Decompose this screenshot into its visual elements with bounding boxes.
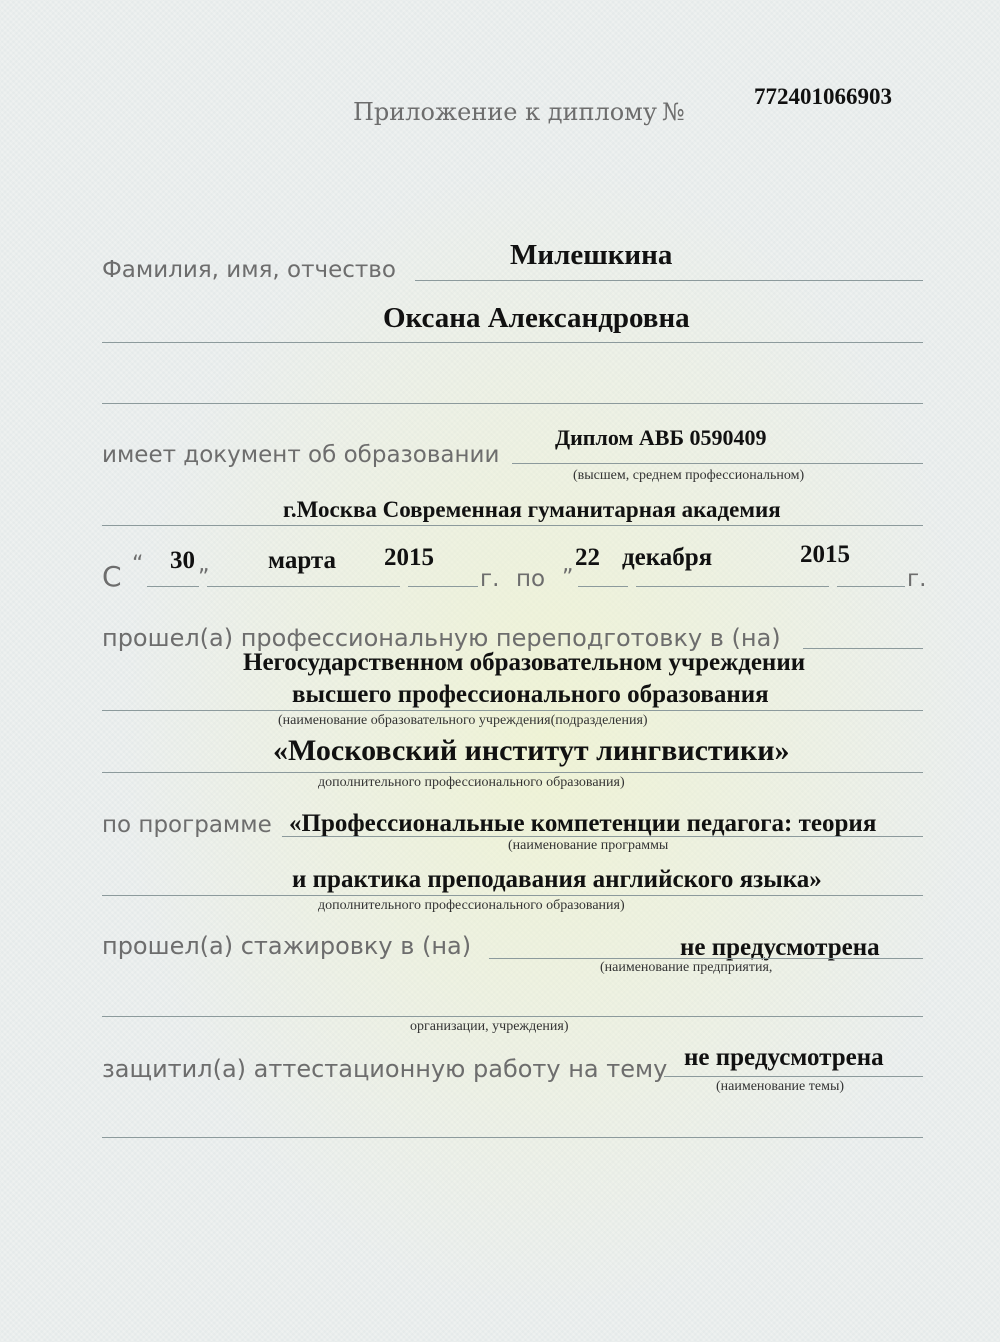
open-quote: “ bbox=[132, 552, 144, 577]
to-year-suffix: г. bbox=[907, 566, 927, 592]
training-institute-value: «Московский институт лингвистики» bbox=[273, 734, 790, 767]
training-line2-line bbox=[102, 710, 923, 711]
given-name-value: Оксана Александровна bbox=[383, 302, 690, 334]
training-label-line bbox=[803, 648, 923, 649]
program-line2-value: и практика преподавания английского языка» bbox=[292, 866, 822, 893]
number-sign: № bbox=[662, 98, 685, 126]
program-caption2: дополнительного профессионального образования) bbox=[318, 898, 625, 913]
internship-caption2: организации, учреждения) bbox=[410, 1019, 569, 1034]
program-line2-line bbox=[102, 895, 923, 896]
internship-label: прошел(а) стажировку в (на) bbox=[102, 932, 472, 960]
to-day-value: 22 bbox=[575, 544, 600, 571]
to-month-value: декабря bbox=[622, 544, 713, 571]
to-year-line bbox=[837, 586, 905, 587]
from-year-suffix: г. bbox=[480, 566, 500, 592]
to-quote: „ bbox=[562, 552, 574, 577]
to-day-line bbox=[578, 586, 628, 587]
training-label: прошел(а) профессиональную переподготовку в (на) bbox=[102, 624, 781, 652]
from-month-value: марта bbox=[268, 547, 337, 574]
period-from-label: С bbox=[102, 560, 122, 593]
education-document-line bbox=[512, 463, 923, 464]
education-institution-value: г.Москва Современная гуманитарная академия bbox=[283, 497, 781, 522]
internship-caption1: (наименование предприятия, bbox=[600, 960, 773, 975]
training-institute-line bbox=[102, 772, 923, 773]
from-year-value: 2015 bbox=[384, 544, 434, 571]
internship-line2 bbox=[102, 1016, 923, 1017]
header-title: Приложение к диплому bbox=[353, 98, 657, 126]
training-line1-value: Негосударственном образовательном учреждении bbox=[243, 649, 806, 676]
blank-line bbox=[102, 403, 923, 404]
thesis-line2 bbox=[102, 1137, 923, 1138]
education-document-value: Диплом АВБ 0590409 bbox=[555, 425, 767, 450]
thesis-value: не предусмотрена bbox=[684, 1044, 884, 1071]
education-caption: (высшем, среднем профессиональном) bbox=[573, 468, 805, 483]
from-month-line bbox=[207, 586, 400, 587]
thesis-caption: (наименование темы) bbox=[716, 1079, 845, 1094]
surname-value: Милешкина bbox=[510, 239, 673, 271]
internship-value: не предусмотрена bbox=[680, 934, 880, 961]
from-day-line bbox=[147, 586, 199, 587]
program-caption1: (наименование программы bbox=[508, 838, 669, 853]
education-institution-line bbox=[102, 525, 923, 526]
program-line1-value: «Профессиональные компетенции педагога: теория bbox=[289, 810, 877, 837]
appendix-number: 772401066903 bbox=[754, 84, 892, 109]
training-caption2: дополнительного профессионального образования) bbox=[318, 775, 625, 790]
period-to-label: по bbox=[516, 566, 546, 592]
thesis-label: защитил(а) аттестационную работу на тему bbox=[102, 1055, 668, 1083]
training-caption1: (наименование образовательного учреждения(подразделения) bbox=[278, 713, 648, 728]
internship-line bbox=[489, 958, 923, 959]
thesis-line bbox=[664, 1076, 923, 1077]
from-year-line bbox=[408, 586, 478, 587]
program-label: по программе bbox=[102, 812, 272, 838]
surname-line bbox=[415, 280, 923, 281]
close-quote: „ bbox=[198, 552, 210, 577]
training-line2-value: высшего профессионального образования bbox=[292, 681, 769, 708]
given-name-line bbox=[102, 342, 923, 343]
program-line1-line bbox=[282, 836, 923, 837]
to-month-line bbox=[636, 586, 829, 587]
from-day-value: 30 bbox=[170, 547, 195, 574]
to-year-value: 2015 bbox=[800, 541, 850, 568]
education-label: имеет документ об образовании bbox=[102, 442, 500, 468]
fullname-label: Фамилия, имя, отчество bbox=[102, 257, 396, 283]
